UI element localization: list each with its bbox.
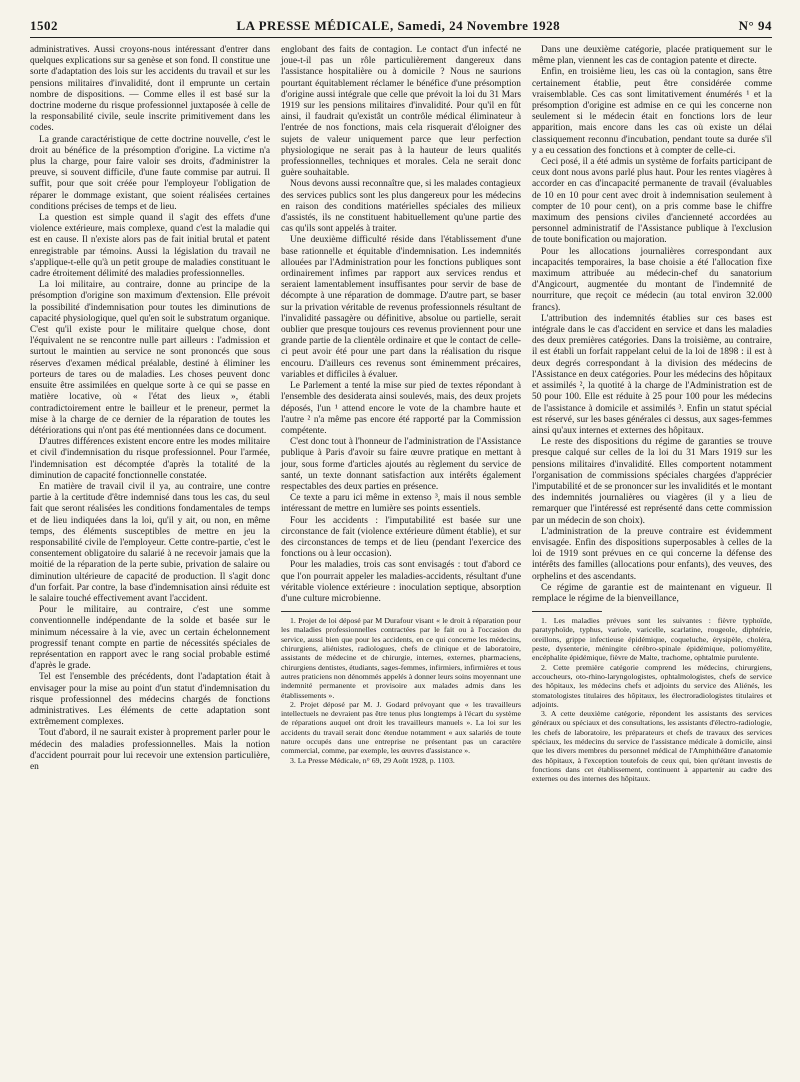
paragraph: D'autres différences existent encore entre les modes militaire et civil d'indemnisation du risque professionnel. Pour l'armée, l'indemnisation est décomptée d'après la totalité de la diminution de capacité fonctionnelle constatée. — [30, 437, 270, 481]
column-right — [532, 45, 772, 784]
paragraph: Une deuxième difficulté réside dans l'établissement d'une base rationnelle et équitable d'indemnisation. Les indemnités allouées par l'Administration pour les fonctions publiques sont ordinairement infimes par rapport aux services rendus et seraient lamentablement insuffisantes pour servir de base de décompte à une réparation de dommage. D'autre part, se baser sur la privation véritable de revenus professionnels résultant de l'invalidité passagère ou définitive, absolue ou partielle, serait oublier que presque toujours ces revenus proviennent pour une grande partie de la clientèle ordinaire et que le contact de celle-ci peut avoir été pour une part dans la réalisation du risque encouru. D'ailleurs ces revenus sont éminemment précaires, variables et difficiles à évaluer. — [281, 235, 521, 380]
text-columns — [30, 45, 772, 784]
page-header — [30, 18, 772, 38]
page-number: 1502 — [30, 18, 58, 33]
footnote: 2. Cette première catégorie comprend les médecins, chirurgiens, accoucheurs, oto-rhino-laryngologistes, ophtalmologistes, chefs de service des hôpitaux, les médecins chefs et adjoints du service des Aliénés, les stomatologistes titulaires des hôpitaux, les électroradiologistes titulaires et adjoints. — [532, 662, 772, 709]
paragraph: Ce régime de garantie est de maintenant en vigueur. Il remplace le régime de la bienveillance, — [532, 582, 772, 604]
paragraph: Le Parlement a tenté la mise sur pied de textes répondant à l'ensemble des desiderata ainsi soulevés, mais, des deux projets déposés, l'un ¹ attend encore le vote de la chambre haute et l'autre ² n'a même pas encore été rapporté par la Commission compétente. — [281, 381, 521, 436]
paragraph: Nous devons aussi reconnaître que, si les malades contagieux des services publics sont les plus dangereux pour les médecins en raison des conditions matérielles spéciales des milieux d'assistés, ils ne constituent habituellement qu'une partie des cas qu'ils sont appelés à traiter. — [281, 179, 521, 235]
paragraph: En matière de travail civil il ya, au contraire, une contre partie à la certitude d'être indemnisé dans tous les cas, du seul fait que seront réalisées les conditions fondamentales de temps et de lieu indiquées dans la loi, qu'il y ait, ou non, en même temps, des éléments susceptibles de mettre en jeu la responsabilité civile de l'employeur. Cette contre-partie, c'est le consentement obligatoire du salarié à ne recevoir jamais que la moitié de la réparation de la perte subie, privation de salaire ou diminution ultérieure de capacité de production. Il s'agit donc d'un forfait. Par contre, la base d'indemnisation ainsi réduite est le salaire touché effectivement avant l'accident. — [30, 481, 270, 604]
paragraph: Ceci posé, il a été admis un système de forfaits participant de ceux dont nous avons parlé plus haut. Pour les rentes viagères à accorder en cas d'incapacité permanente de travail (évaluables de 10 en 10 pour cent avec droit à indemnisation seulement à compter de 10 pour cent), on a pris comme base le chiffre maximum des pensions civiles d'ancienneté accordées au personnel administratif de l'Assistance publique à l'exclusion de toute bonification ou majoration. — [532, 157, 772, 246]
column-left — [30, 45, 270, 784]
paragraph: La question est simple quand il s'agit des effets d'une violence extérieure, mais complexe, quand c'est la maladie qui est en cause. Il n'existe alors pas de fait initial brutal et patent enregistrable par témoins. Aussi la législation du travail ne s'applique-t-elle qu'à un petit groupe de maladies constituant le cadre étroitement délimité des maladies professionnelles. — [30, 213, 270, 280]
paragraph: C'est donc tout à l'honneur de l'administration de l'Assistance publique à Paris d'avoir su faire œuvre pratique en mettant à jour, sous forme d'articles ajoutés au règlement du service de santé, un texte donnant satisfaction aux intérêts également respectables des deux parties en présence. — [281, 437, 521, 492]
paragraph: Four les accidents : l'imputabilité est basée sur une circonstance de fait (violence extérieure dûment établie), et sur des circonstances de temps et de lieu (pendant l'exercice des fonctions ou à leur occasion). — [281, 515, 521, 560]
footnote: 1. Projet de loi déposé par M Durafour visant « le droit à réparation pour les maladies professionnelles contractées par le fait ou à l'occasion du service, aussi bien que pour les accidents, en ce qui concerne les médecins, chirurgiens, aliénistes, radiologues, chefs de clinique et de laboratoire, assistants de médecine et de chirurgie, internes, externes, pharmaciens, chirurgiens dentistes, étudiants, sages-femmes, infirmiers, infirmières et tous autres praticiens non dénommés appelés à donner leurs soins moyennant une indemnité permanente et provisoire aux malades admis dans les établissements ». — [281, 616, 521, 700]
paragraph: L'administration de la preuve contraire est évidemment envisagée. Enfin des dispositions superposables à celles de la loi de 1919 sont prévues en ce qui concerne la défense des intérêts des familles (allocations pour enfants), des veuves, des orphelins et des ascendants. — [532, 526, 772, 582]
paragraph: La grande caractéristique de cette doctrine nouvelle, c'est le droit au bénéfice de la présomption d'origine. La victime n'a plus la charge, pour faire valoir ses droits, d'administrer la preuve, si souvent difficile, d'une faute commise par autrui. Il suffit, pour que soit créée pour l'employeur l'obligation de réparer le dommage existant, que soient réalisées certaines conditions précises de temps et de lieu. — [30, 134, 270, 212]
footnote: 2. Projet déposé par M. J. Godard prévoyant que « les travailleurs intellectuels ne devraient pas être tenus plus longtemps à l'écart du système de réparations auquel ont droit les travailleurs manuels ». La loi sur les accidents du travail serait donc étendue notamment « aux salariés de toute nature occupés dans une entreprise ne présentant pas un caractère commercial, comme, par exemple, les œuvres d'assistance ». — [281, 699, 521, 756]
paragraph: Tel est l'ensemble des précédents, dont l'adaptation était à envisager pour la mise au point d'un statut d'indemnisation du risque professionnel des médecins chargés de fonctions administratives. Les éléments de cette adaptation sont extrêmement complexes. — [30, 672, 270, 728]
paragraph: Pour les allocations journalières correspondant aux incapacités temporaires, la base choisie a été l'allocation fixe maximum attribuée au médecin-chef du sanatorium d'Angicourt, augmentée du montant de l'indemnité de nourriture, que reçoit ce médecin (au total environ 32.000 francs). — [532, 246, 772, 313]
footnote: 1. Les maladies prévues sont les suivantes : fièvre typhoïde, paratyphoïde, typhus, variole, varicelle, scarlatine, rougeole, diphtérie, oreillons, grippe infectieuse épidémique, coqueluche, érysipèle, choléra, peste, dysenterie, méningite cérébro-spinale épidémique, poliomyélite, encéphalite épidémique, fièvre de Malte, trachome, ophtalmie purulente. — [532, 616, 772, 663]
footnote: 3. A cette deuxième catégorie, répondent les assistants des services généraux ou spéciaux et des consultations, les assistants d'électro-radiologie, les chefs de laboratoire, les préparateurs et chefs de travaux des services spéciaux, les médecins du service de l'assistance médicale à domicile, ainsi que les divers membres du personnel médical de l'Amphithéâtre d'anatomie des hôpitaux, à l'exception toutefois de ceux qui, bien qu'étant investis de fonctions dans cet établissement, continuent à appartenir au cadre des externes ou des internes des hôpitaux. — [532, 709, 772, 784]
footnote-divider — [281, 611, 351, 612]
paragraph: Pour le militaire, au contraire, c'est une somme conventionnelle indépendante de la solde et basée sur le minimum nécessaire à la vie, avec un certain échelonnement progressif tenant compte en partie de nécessités spéciales de représentation en rapport avec le rang social probable estimé d'après le grade. — [30, 605, 270, 672]
column-middle — [281, 45, 521, 784]
paragraph: Ce texte a paru ici même in extenso ³, mais il nous semble intéressant de mettre en lumière ses points essentiels. — [281, 493, 521, 515]
paragraph: englobant des faits de contagion. Le contact d'un infecté ne joue-t-il pas un rôle particulièrement dangereux dans l'assistance hospitalière ou à domicile ? Nous ne saurions pourtant équitablement réclamer le bénéfice d'une présomption d'origine aussi intégrale que celle que prévoit la loi du 31 Mars 1919 sur les pensions militaires d'invalidité. Pour qu'il en fût ainsi, il faudrait qu'existât un contrôle médical éliminateur à l'entrée de nos fonctions, mais cela risquerait d'éloigner des sujets de valeur uniquement parce que leur perfection physiologique ne serait pas à la hauteur de leurs qualités professionnelles, techniques et morales. Cela ne serait donc guère souhaitable. — [281, 45, 521, 179]
footnote-divider — [532, 611, 602, 612]
issue-number: N° 94 — [738, 18, 772, 33]
paragraph: La loi militaire, au contraire, donne au principe de la présomption d'origine son maximum d'extension. Elle prévoit la possibilité d'indemnisation pour toutes les diminutions de capacité physiologique, quel qu'en soit le substratum organique. C'est qu'il existe pour le militaire quelque chose, dont l'équivalent ne se rencontre nulle part ailleurs : l'admission et surtout le maintien au service ne sont prononcés que sous réserves d'examen médical préalable, destiné à éliminer les porteurs de tares ou de maladies. Les choses peuvent donc ensuite être assimilées en quelque sorte à ce qui se passe en matière locative, où « l'état des lieux », établi contradictoirement entre le bailleur et le preneur, permet la mise à la charge de ce dernier de la réparation de toutes les détériorations qui n'ont pas été mentionnées dans ce document. — [30, 280, 270, 436]
paragraph: Le reste des dispositions du régime de garanties se trouve presque calqué sur celles de la loi du 31 Mars 1919 sur les pensions militaires d'invalidité. Elles comportent notamment l'organisation de commissions spéciales chargées d'apprécier l'imputabilité et de se prononcer sur les invalidités et le montant des indemnités journalières ou viagères (il y a lieu de remarquer que l'intéressé est représenté dans cette commission par un médecin de son choix). — [532, 437, 772, 526]
paragraph: Enfin, en troisième lieu, les cas où la contagion, sans être certainement établie, peut être considérée comme vraisemblable. Ces cas sont limitativement énumérés ¹ et la présomption d'origine est admise en ce qui les concerne non seulement si le médecin était en fonctions lors de leur apparition, mais encore dans les cas où existe un délai classiquement reconnu d'incubation, pendant toute sa durée s'il y a eu cessation des fonctions et à compter de celle-ci. — [532, 67, 772, 156]
footnote: 3. La Presse Médicale, n° 69, 29 Août 1928, p. 1103. — [290, 755, 455, 765]
paragraph: Dans une deuxième catégorie, placée pratiquement sur le même plan, viennent les cas de contagion patente et directe. — [532, 45, 772, 67]
publication-title: LA PRESSE MÉDICALE, Samedi, 24 Novembre 1928 — [236, 18, 561, 33]
paragraph: administratives. Aussi croyons-nous intéressant d'entrer dans quelques explications sur sa genèse et son fond. Il constitue une sorte d'adaptation des lois sur les accidents du travail et sur les pensions militaires d'invalidité, dont il emprunte un certain nombre de dispositions. — Comme elles il est basé sur la doctrine moderne du risque professionnel juxtaposée à celle de la responsabilité civile, seule inscrite primitivement dans les codes. — [30, 45, 270, 134]
paragraph: Pour les maladies, trois cas sont envisagés : tout d'abord ce que l'on pourrait appeler les maladies-accidents, résultant d'une véritable violence extérieure : inoculation septique, absorption d'une culture microbienne. — [281, 560, 521, 604]
paragraph: Tout d'abord, il ne saurait exister à proprement parler pour le médecin des maladies professionnelles. Mais la notion d'accident pourrait pour lui recevoir une extension particulière, en — [30, 728, 270, 772]
paragraph: L'attribution des indemnités établies sur ces bases est intégrale dans le cas d'accident en service et dans les maladies des deux premières catégories. Dans la troisième, au contraire, il est établi un forfait rappelant celui de la loi de 1898 : il est à deux degrés correspondant à la division des médecins de l'Assistance en deux catégories. Pour les médecins des hôpitaux et assimilés ², la quotité à la charge de l'Administration est de 50 pour 100. Elle est réduite à 25 pour 100 pour les médecins de l'assistance à domicile et assimilés ³. Enfin un statut spécial est réservé, sur les bases générales ci dessus, aux sages-femmes ainsi qu'aux internes et externes des hôpitaux. — [532, 313, 772, 436]
